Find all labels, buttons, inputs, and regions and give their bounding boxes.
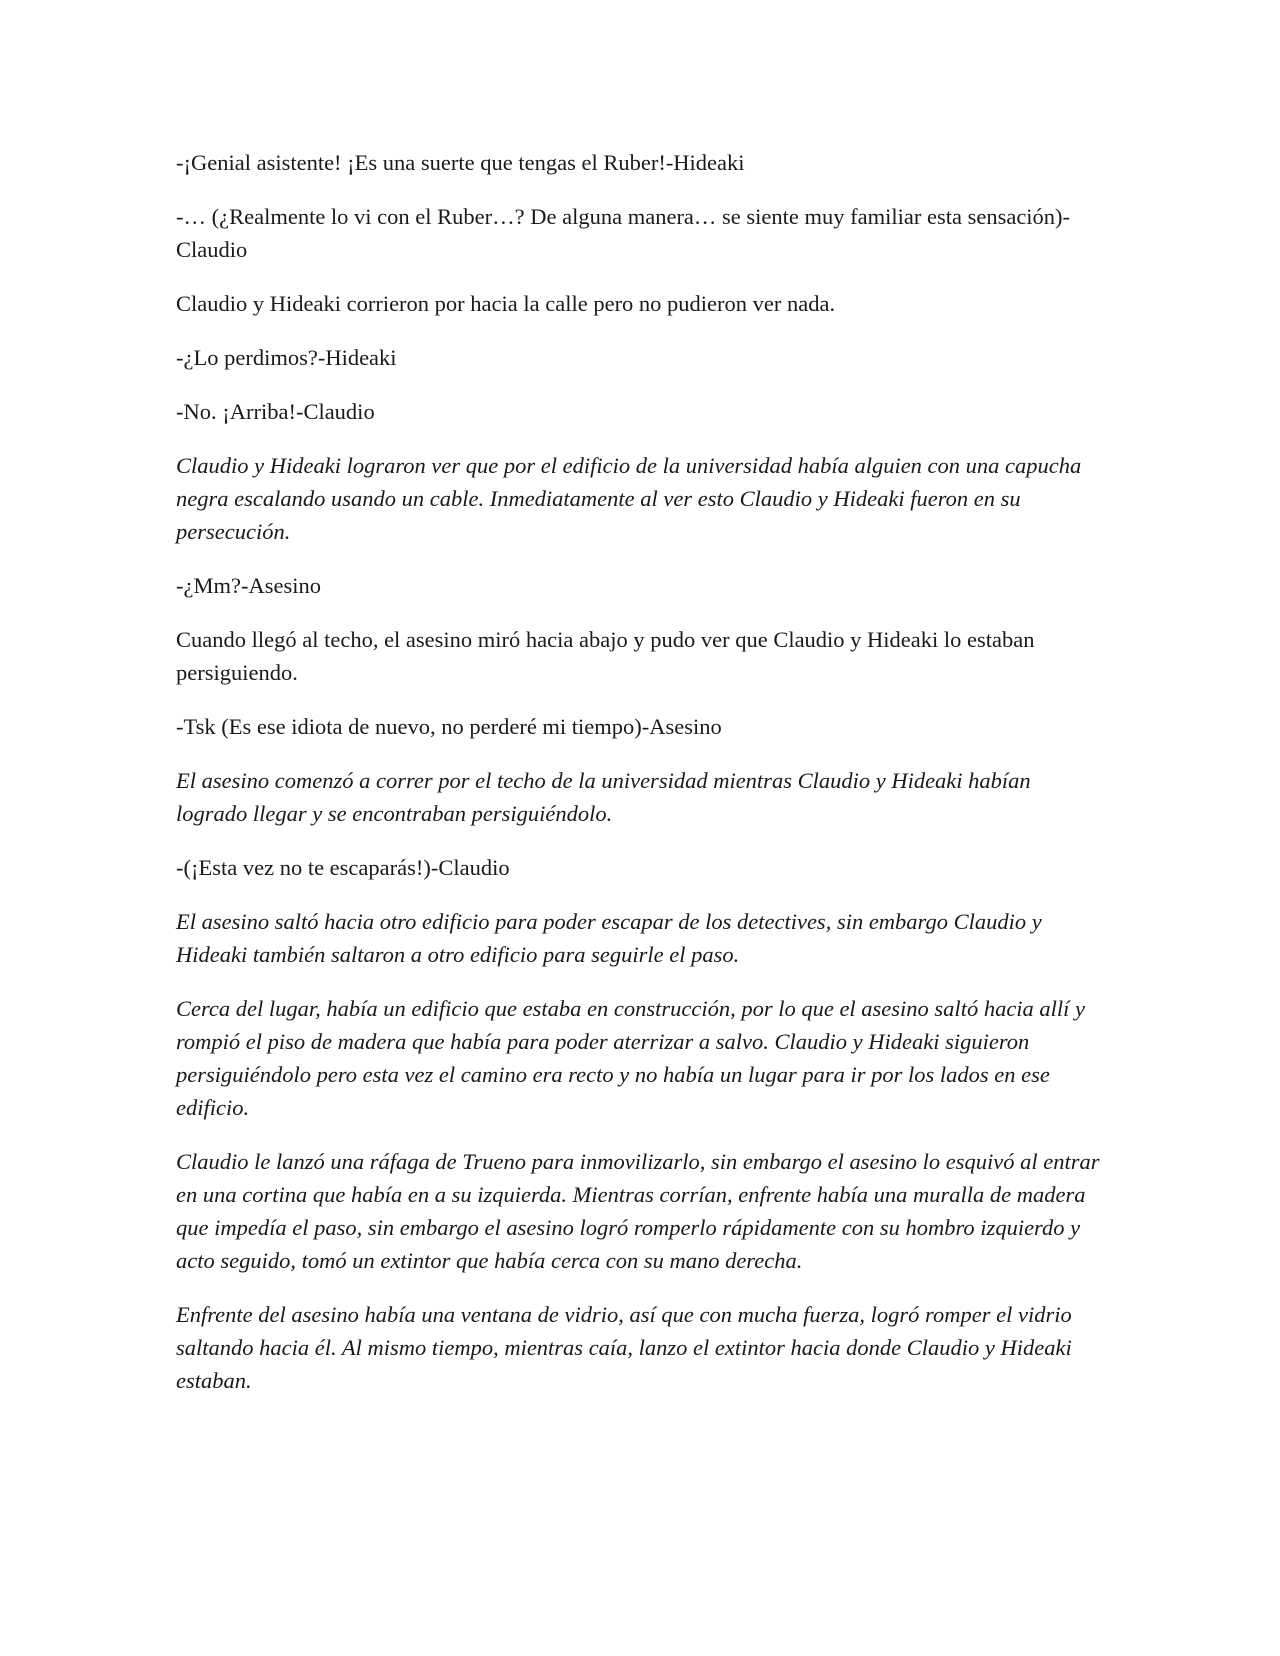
document-page [176,146,1106,1418]
paragraph-1: -¡Genial asistente! ¡Es una suerte que tengas el Ruber!-Hideaki [176,150,745,175]
paragraph-12: El asesino saltó hacia otro edificio para poder escapar de los detectives, sin embargo Claudio y Hideaki también saltaron a otro edificio para seguirle el paso. [176,909,1042,967]
paragraph-9: -Tsk (Es ese idiota de nuevo, no perderé mi tiempo)-Asesino [176,714,722,739]
paragraph-3: Claudio y Hideaki corrieron por hacia la calle pero no pudieron ver nada. [176,291,836,316]
paragraph-11: -(¡Esta vez no te escaparás!)-Claudio [176,855,510,880]
paragraph-5: -No. ¡Arriba!-Claudio [176,399,375,424]
paragraph-8: Cuando llegó al techo, el asesino miró hacia abajo y pudo ver que Claudio y Hideaki lo estaban persiguiendo. [176,627,1035,685]
paragraph-14: Claudio le lanzó una ráfaga de Trueno para inmovilizarlo, sin embargo el asesino lo esquivó al entrar en una cortina que había en a su izquierda. Mientras corrían, enfrente había una muralla de madera que impedía el paso, sin embargo el asesino logró romperlo rápidamente con su hombro izquierdo y acto seguido, tomó un extintor que había cerca con su mano derecha. [176,1149,1100,1273]
paragraph-2: -… (¿Realmente lo vi con el Ruber…? De alguna manera… se siente muy familiar esta sensación)-Claudio [176,204,1071,262]
paragraph-7: -¿Mm?-Asesino [176,573,321,598]
paragraph-6: Claudio y Hideaki lograron ver que por el edificio de la universidad había alguien con una capucha negra escalando usando un cable. Inmediatamente al ver esto Claudio y Hideaki fueron en su persecución. [176,453,1082,544]
paragraph-10: El asesino comenzó a correr por el techo de la universidad mientras Claudio y Hideaki habían logrado llegar y se encontraban persiguiéndolo. [176,768,1031,826]
paragraph-13: Cerca del lugar, había un edificio que estaba en construcción, por lo que el asesino saltó hacia allí y rompió el piso de madera que había para poder aterrizar a salvo. Claudio y Hideaki siguieron persiguiéndolo pero esta vez el camino era recto y no había un lugar para ir por los lados en ese edificio. [176,996,1086,1120]
paragraph-15: Enfrente del asesino había una ventana de vidrio, así que con mucha fuerza, logró romper el vidrio saltando hacia él. Al mismo tiempo, mientras caía, lanzo el extintor hacia donde Claudio y Hideaki estaban. [176,1302,1072,1393]
paragraph-4: -¿Lo perdimos?-Hideaki [176,345,397,370]
